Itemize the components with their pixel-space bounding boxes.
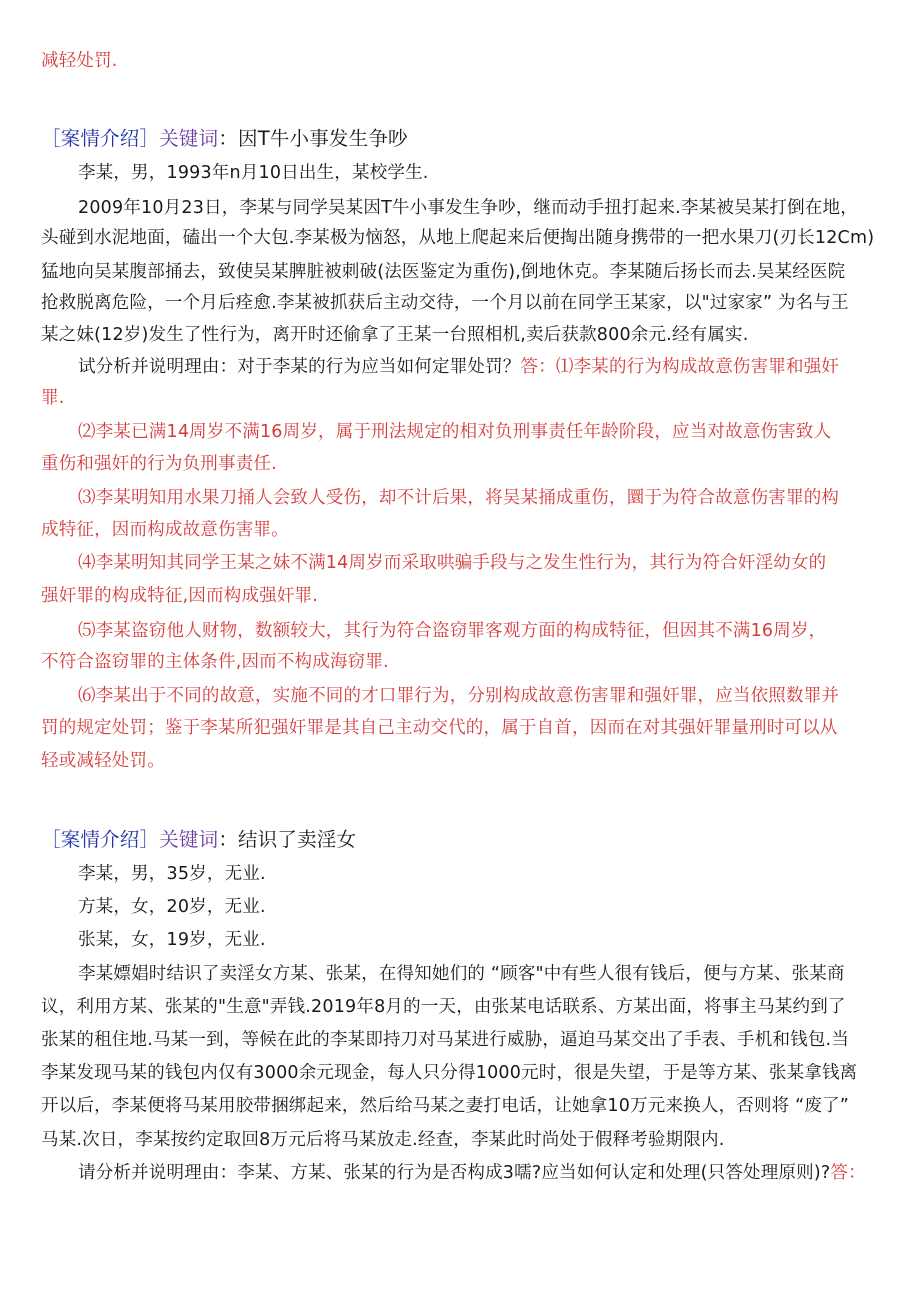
case1-answer-line: 重伤和强奸的行为负刑事责任. [41,454,277,474]
case1-intro: 李某，男，1993年n月10日出生，某校学生. [78,163,429,183]
case1-answer-line: 成特征，因而构成故意伤害罪。 [41,520,289,540]
case1-fact-line: 头碰到水泥地面，磕出一个大包.李某极为恼怒，从地上爬起来后便掏出随身携带的一把水果刀(刃长12Cm) [41,228,875,248]
case2-fact-line: 议，利用方某、张某的"生意"弄钱.2019年8月的一天，由张某电话联系、方某出面，将事主马某约到了 [41,997,846,1017]
case1-question: 试分析并说明理由：对于李某的行为应当如何定罪处罚？ [78,357,521,377]
case1-answer-line: ⑵李某已满14周岁不满16周岁，属于刑法规定的相对负刑事责任年龄阶段，应当对故意伤害致人 [78,422,832,442]
case1-fact-line: 猛地向吴某腹部捅去，致使吴某脾脏被刺破(法医鉴定为重伤),倒地休克。李某随后扬长而去.吴某经医院 [41,262,846,282]
case2-person: 张某，女，19岁，无业. [78,930,266,950]
case1-keyword: ：因T牛小事发生争吵 [218,127,408,150]
case1-answer: 答：⑴李某的行为构成故意伤害罪和强奸 [520,357,840,377]
case1-fact-line: 抢救脱离危险，一个月后痊愈.李某被抓获后主动交待，一个月以前在同学王某家，以"过家家” 为名与王 [41,293,849,313]
previous-answer-tail: 减轻处罚. [41,51,118,71]
case2-question-line [78,1161,881,1185]
case1-answer-line: 轻或减轻处罚。 [41,751,165,771]
case2-fact-line: 马某.次日，李某按约定取回8万元后将马某放走.经查，李某此时尚处于假释考验期限内. [41,1130,725,1150]
case2-person: 方某，女，20岁，无业. [78,897,266,917]
case1-answer-line: 罚的规定处罚；鉴于李某所犯强奸罪是其自己主动交代的，属于自首，因而在对其强奸罪量刑时可以从 [41,718,838,738]
case1-answer-line: 罪. [41,388,65,408]
case1-answer-line: ⑷李某明知其同学王某之妹不满14周岁而采取哄骗手段与之发生性行为，其行为符合奸淫幼女的 [78,553,827,573]
case1-answer-line: 不符合盗窃罪的主体条件,因而不构成海窃罪. [41,652,389,672]
case1-answer-line: ⑹李某出于不同的故意，实施不同的才口罪行为，分别构成故意伤害罪和强奸罪，应当依照数罪并 [78,686,840,706]
case1-answer-line: 强奸罪的构成特征,因而构成强奸罪. [41,586,319,606]
case1-tag: ［案情介绍］ [41,127,160,150]
case2-keyword-label: 关键词 [159,828,219,851]
case1-answer-line: ⑸李某盗窃他人财物，数额较大，其行为符合盗窃罪客观方面的构成特征，但因其不满16周岁， [78,621,827,641]
case1-answer-line: ⑶李某明知用水果刀捅人会致人受伤，却不计后果，将吴某捅成重伤，圜于为符合故意伤害罪的构 [78,488,840,508]
case2-heading [41,827,881,853]
case2-answer-label: 答： [830,1163,866,1183]
case1-keyword-label: 关键词 [159,127,219,150]
case2-keyword: ：结识了卖淫女 [218,828,357,851]
case1-heading [41,126,881,152]
case2-fact-line: 李某发现马某的钱包内仅有3000余元现金，每人只分得1000元时，很是失望，于是等方某、张某拿钱离 [41,1063,858,1083]
case1-fact-line: 2009年10月23日，李某与同学吴某因T牛小事发生争吵，继而动手扭打起来.李某被吴某打倒在地， [78,198,858,218]
case2-fact-line: 张某的租住地.马某一到，等候在此的李某即持刀对马某进行威胁，逼迫马某交出了手表、手机和钱包.当 [41,1030,850,1050]
case2-question: 请分析并说明理由：李某、方某、张某的行为是否构成3嚅?应当如何认定和处理(只答处理原则)? [78,1163,831,1183]
case2-person: 李某，男，35岁，无业. [78,864,266,884]
case2-fact-line: 李某嫖娼时结识了卖淫女方某、张某，在得知她们的 “顾客"中有些人很有钱后，便与方某、张某商 [78,964,845,984]
case1-fact-line: 某之妹(12岁)发生了性行为，离开时还偷拿了王某一台照相机,卖后获款800余元.经有属实. [41,325,749,345]
case1-question-line [78,355,881,379]
case2-fact-line: 开以后，李某便将马某用胶带捆绑起来，然后给马某之妻打电话，让她拿10万元来换人，否则将 “废了” [41,1096,850,1116]
case2-tag: ［案情介绍］ [41,828,160,851]
